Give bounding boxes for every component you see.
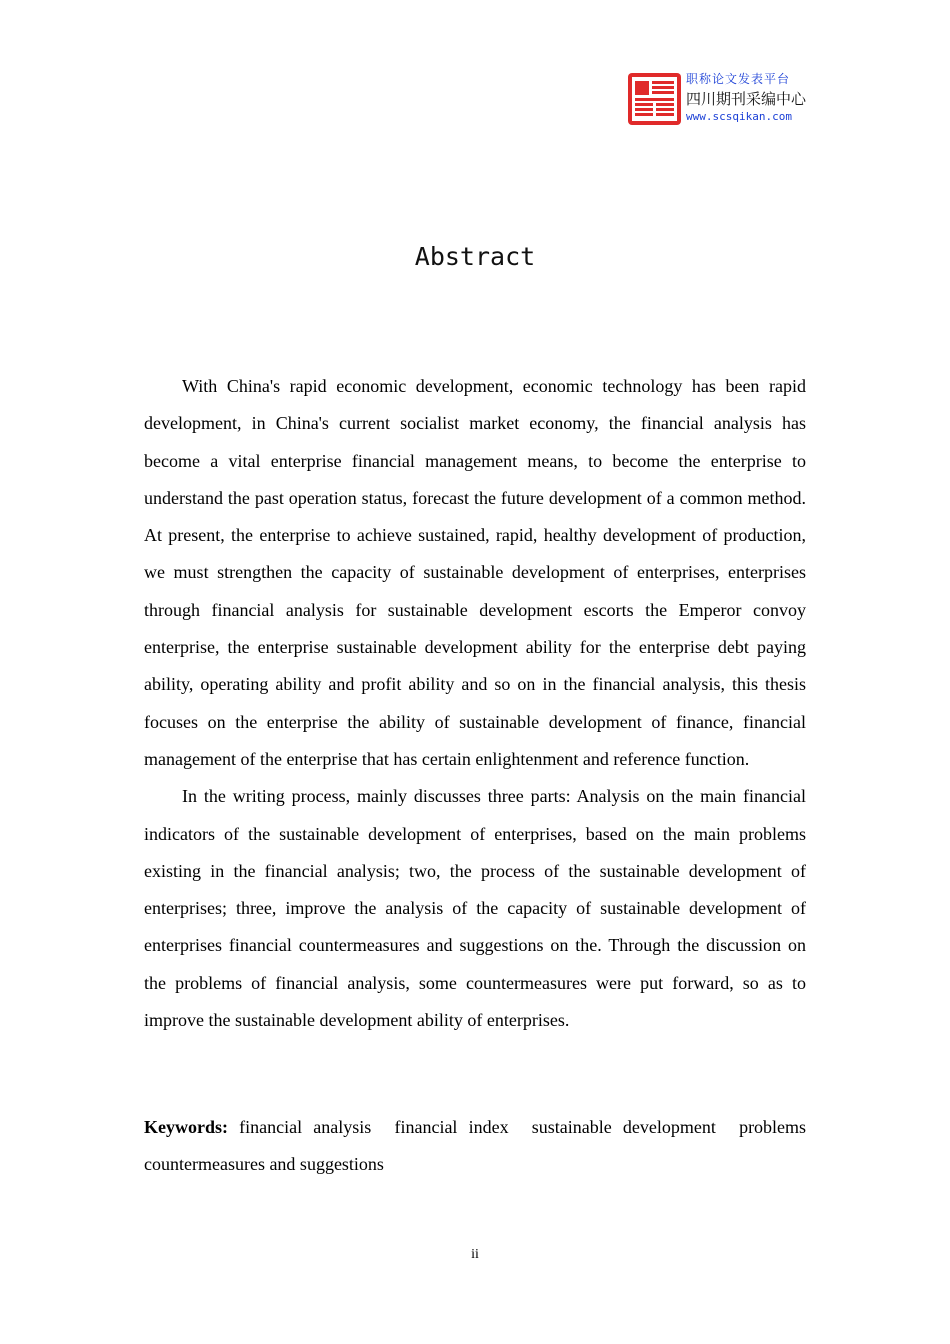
abstract-paragraph-1: With China's rapid economic development, economic technology has been rapid development, in China's current socialist market economy, the financial analysis has become a vital enterprise financial management means, to become the enterprise to understand the past operation status, forecast the future development of a common method. At present, the enterprise to achieve sustained, rapid, healthy development of production, we must strengthen the capacity of sustainable development of enterprises, enterprises through financial analysis for sustainable development escorts the Emperor convoy enterprise, the enterprise sustainable development ability for the enterprise debt paying ability, operating ability and profit ability and so on in the financial analysis, this thesis focuses on the enterprise the ability of sustainable development of finance, financial management of the enterprise that has certain enlightenment and reference function.: [144, 376, 806, 769]
logo-name: 四川期刊采编中心: [686, 90, 807, 108]
keyword-item: countermeasures and suggestions: [144, 1154, 384, 1175]
abstract-paragraph-2: In the writing process, mainly discusses three parts: Analysis on the main financial indicators of the sustainable development of enterprises, based on the main problems existing in the financial analysis; two, the process of the sustainable development of enterprises; three, improve the analysis of the capacity of sustainable development of enterprises financial countermeasures and suggestions on the. Through the discussion on the problems of financial analysis, some countermeasures were put forward, so as to improve the sustainable development ability of enterprises.: [144, 786, 806, 1031]
logo-url: www.scsqikan.com: [686, 110, 792, 123]
page-number: ii: [471, 1247, 479, 1262]
abstract-body: [144, 368, 806, 1039]
newspaper-logo-icon: [628, 73, 681, 125]
publisher-logo: [628, 70, 808, 128]
keyword-item: problems: [739, 1117, 807, 1137]
keywords-label: Keywords:: [144, 1117, 228, 1137]
keyword-item: sustainable development: [531, 1117, 716, 1137]
keyword-item: financial index: [394, 1117, 509, 1137]
logo-tagline: 职称论文发表平台: [686, 72, 791, 86]
keyword-item: financial analysis: [239, 1117, 372, 1137]
page-title: Abstract: [414, 242, 536, 271]
keywords-section: [144, 1109, 806, 1184]
